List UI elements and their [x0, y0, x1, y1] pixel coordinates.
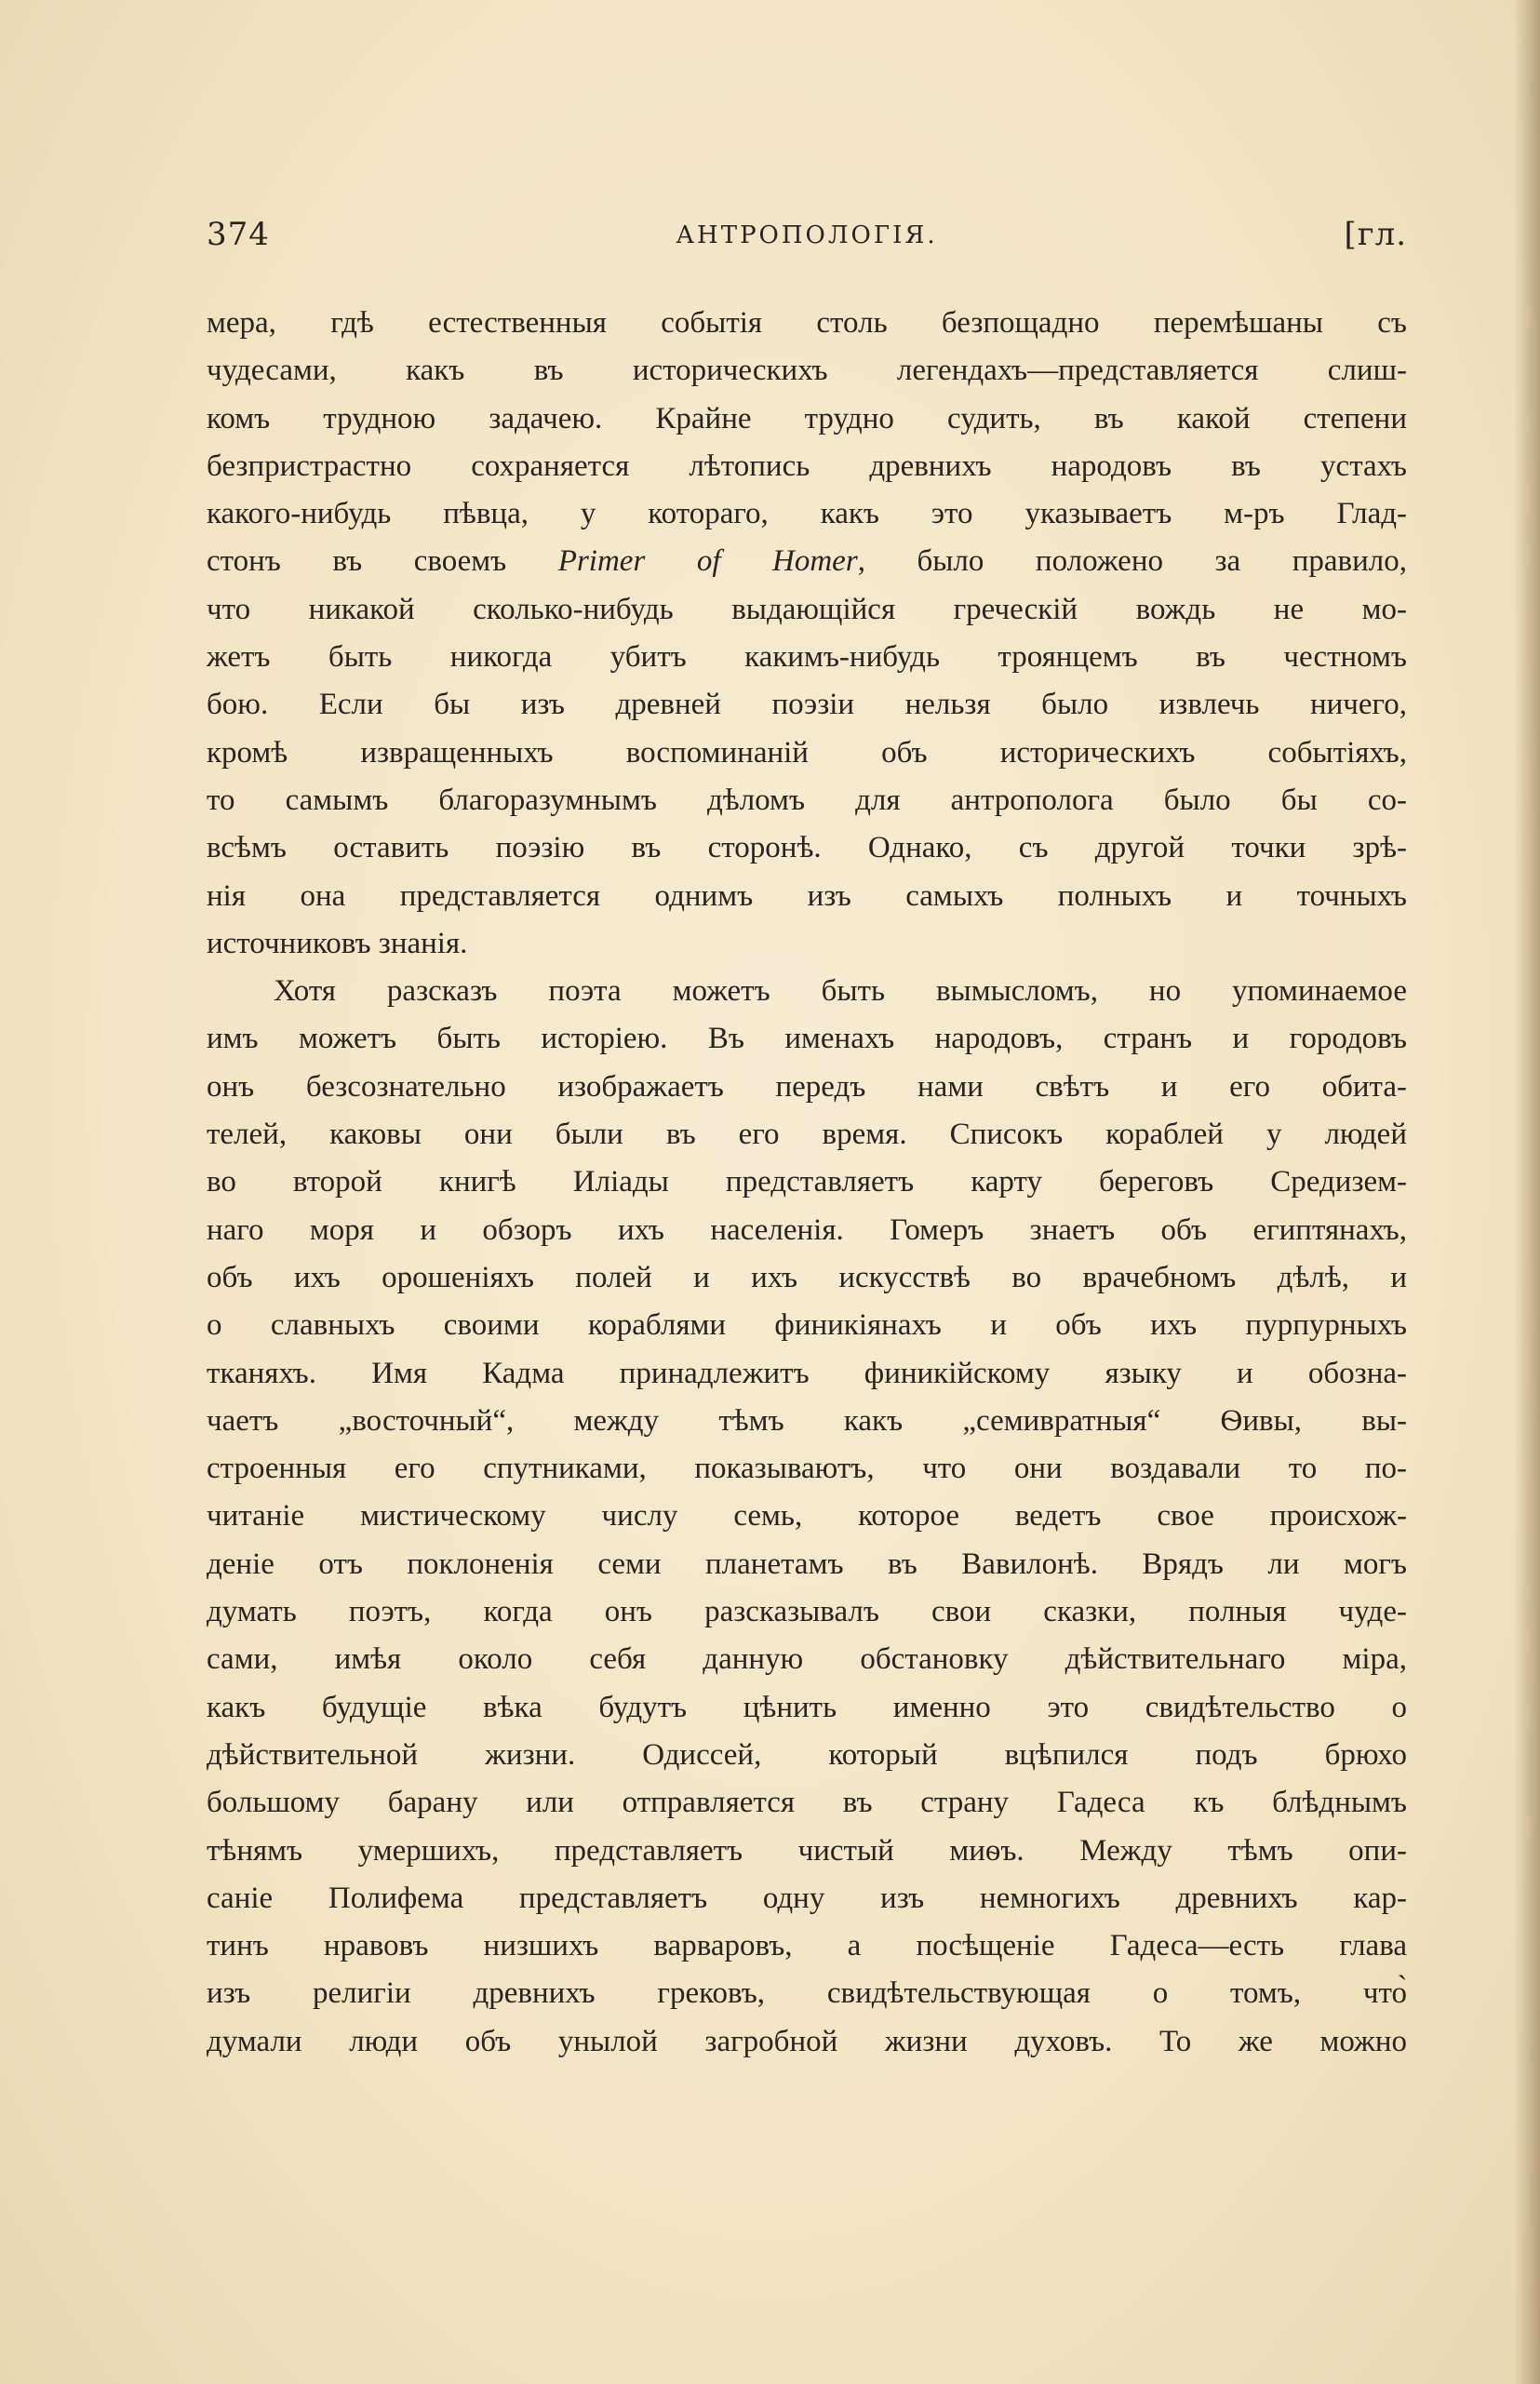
text-line: во второй книгѣ Иліады представляетъ карту береговъ Средизем- [207, 1165, 1407, 1199]
text-line: сами, имѣя около себя данную обстановку дѣйствительнаго міра, [207, 1642, 1407, 1677]
text-line: какъ будущіе вѣка будутъ цѣнить именно это свидѣтельство о [207, 1690, 1407, 1724]
text-line: тинъ нравовъ низшихъ варваровъ, а посѣщеніе Гадеса—есть глава [207, 1929, 1407, 1963]
text-line: комъ трудною задачею. Крайне трудно судить, въ какой степени [207, 401, 1407, 435]
text-line: думать поэтъ, когда онъ разсказывалъ свои сказки, полныя чуде- [207, 1595, 1407, 1629]
text-line-with-title [207, 538, 1407, 585]
text-line: жетъ быть никогда убитъ какимъ-нибудь троянцемъ въ честномъ [207, 640, 1407, 675]
text-line: что никакой сколько-нибудь выдающійся греческій вождь не мо- [207, 592, 1407, 626]
text-line: саніе Полифема представляетъ одну изъ немногихъ древнихъ кар- [207, 1881, 1407, 1915]
text-line: большому барану или отправляется въ страну Гадеса къ блѣднымъ [207, 1786, 1407, 1820]
text-line: деніе отъ поклоненія семи планетамъ въ Вавилонѣ. Врядъ ли могъ [207, 1547, 1407, 1581]
text-line: онъ безсознательно изображаетъ передъ нами свѣтъ и его обита- [207, 1069, 1407, 1104]
text-line: дѣйствительной жизни. Одиссей, который вцѣпился подъ брюхо [207, 1737, 1407, 1772]
text-line: чаетъ „восточный“, между тѣмъ какъ „семивратныя“ Ѳивы, вы- [207, 1403, 1407, 1438]
body-text [207, 300, 1407, 2066]
text-line: чудесами, какъ въ историческихъ легендахъ—представляется слиш- [207, 354, 1407, 388]
paragraph-start-line: Хотя разсказъ поэта можетъ быть вымысломъ, но упоминаемое [274, 974, 1407, 1009]
text-line: кромѣ извращенныхъ воспоминаній объ историческихъ событіяхъ, [207, 735, 1407, 770]
text-line: строенныя его спутниками, показываютъ, что они воздавали то по- [207, 1452, 1407, 1486]
text-line: тканяхъ. Имя Кадма принадлежитъ финикійскому языку и обозна- [207, 1356, 1407, 1390]
text-fragment: стонъ въ своемъ [207, 544, 558, 579]
running-title: АНТРОПОЛОГІЯ. [676, 221, 938, 249]
text-line: бою. Если бы изъ древней поэзіи нельзя было извлечь ничего, [207, 688, 1407, 722]
text-line: о славныхъ своими кораблями финикіянахъ и объ ихъ пурпурныхъ [207, 1308, 1407, 1343]
chapter-marker: [гл. [1344, 216, 1407, 253]
text-line: имъ можетъ быть исторіею. Въ именахъ народовъ, странъ и городовъ [207, 1022, 1407, 1056]
page-header [207, 216, 1407, 262]
text-line: читаніе мистическому числу семь, которое ведетъ свое происхож- [207, 1499, 1407, 1534]
text-line: объ ихъ орошеніяхъ полей и ихъ искусствѣ во врачебномъ дѣлѣ, и [207, 1260, 1407, 1294]
spine-shadow [1514, 0, 1540, 2384]
text-line: то самымъ благоразумнымъ дѣломъ для антрополога было бы со- [207, 783, 1407, 817]
text-line: мера, гдѣ естественныя событія столь безпощадно перемѣшаны съ [207, 306, 1407, 340]
text-line: нія она представляется однимъ изъ самыхъ полныхъ и точныхъ [207, 878, 1407, 913]
text-line: тѣнямъ умершихъ, представляетъ чистый миѳъ. Между тѣмъ опи- [207, 1833, 1407, 1868]
text-fragment: , было положено за правило, [857, 544, 1407, 579]
paragraph-end-line: источниковъ знанія. [207, 926, 468, 960]
text-line: изъ религіи древнихъ грековъ, свидѣтельствующая о томъ, что̀ [207, 1976, 1407, 2011]
text-line: телей, каковы они были въ его время. Списокъ кораблей у людей [207, 1118, 1407, 1152]
text-line: какого-нибудь пѣвца, у котораго, какъ это указываетъ м-ръ Глад- [207, 497, 1407, 531]
book-title-italic: Primer of Homer [557, 544, 858, 579]
page-number: 374 [207, 216, 270, 253]
text-line: безпристрастно сохраняется лѣтопись древнихъ народовъ въ устахъ [207, 449, 1407, 483]
text-line: думали люди объ унылой загробной жизни духовъ. То же можно [207, 2024, 1407, 2058]
text-line: всѣмъ оставить поэзію въ сторонѣ. Однако, съ другой точки зрѣ- [207, 831, 1407, 865]
text-line: наго моря и обзоръ ихъ населенія. Гомеръ знаетъ объ египтянахъ, [207, 1212, 1407, 1247]
